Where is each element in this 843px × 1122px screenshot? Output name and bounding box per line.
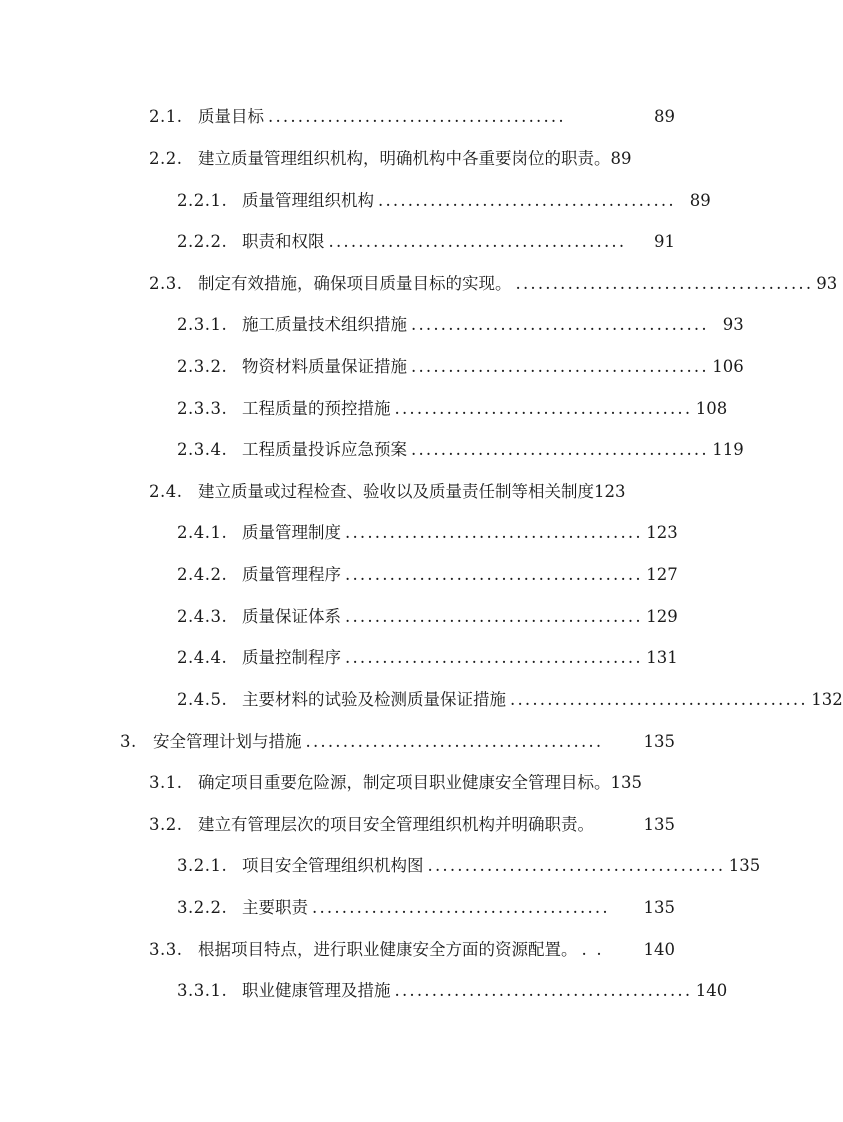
toc-number: 2.4.1. [177,523,228,542]
toc-page-number: 140 [643,940,675,959]
toc-page-number: 123 [646,523,678,542]
toc-title: 制定有效措施，确保项目质量目标的实现。 [198,274,512,293]
toc-leader: ........................................ [411,357,709,376]
toc-title: 建立质量或过程检查、验收以及质量责任制等相关制度 [198,482,594,501]
toc-entry-2-1[interactable] [149,104,675,130]
toc-leader: ........................................ [345,565,643,584]
toc-entry-2-2-1[interactable] [177,188,711,214]
toc-number: 3.2.2. [177,898,228,917]
toc-title: 根据项目特点，进行职业健康安全方面的资源配置。 [198,940,578,959]
toc-title: 项目安全管理组织机构图 [242,856,424,875]
toc-leader: ........................................ [427,856,726,875]
toc-page-number: 135 [728,856,761,875]
toc-title: 职业健康管理及措施 [242,981,391,1000]
toc-number: 2.3.3. [177,399,228,418]
toc-number: 2.2.1. [177,191,228,210]
toc-page-number: 123 [594,482,626,501]
toc-leader: . . [581,940,604,959]
toc-title: 职责和权限 [242,232,325,251]
toc-entry-2-3-2[interactable] [177,354,744,380]
toc-number: 3.1. [149,773,183,792]
toc-number: 3.3. [149,940,183,959]
toc-title: 质量管理组织机构 [242,191,374,210]
toc-entry-2-3[interactable] [149,271,838,297]
toc-leader: ........................................ [312,898,610,917]
toc-page-number: 93 [722,315,744,334]
toc-title: 质量保证体系 [242,607,341,626]
toc-title: 施工质量技术组织措施 [242,315,407,334]
toc-number: 2.1. [149,107,183,126]
toc-page-number: 127 [646,565,678,584]
toc-title: 质量管理程序 [242,565,341,584]
toc-number: 2.3.1. [177,315,228,334]
toc-number: 2.4.2. [177,565,228,584]
toc-number: 2.2.2. [177,232,228,251]
toc-page-number: 93 [816,274,838,293]
toc-leader: ........................................ [268,107,566,126]
toc-title: 质量控制程序 [242,648,341,667]
toc-entry-3-3-1[interactable] [177,978,728,1004]
toc-leader: ........................................ [394,981,693,1000]
toc-page-number: 135 [610,773,642,792]
toc-number: 2.4.4. [177,648,228,667]
toc-entry-2-4[interactable] [149,479,675,505]
toc-title: 质量目标 [198,107,264,126]
toc-page-number: 129 [646,607,678,626]
toc-number: 2.3. [149,274,183,293]
toc-leader: ........................................ [305,732,604,751]
toc-leader: ........................................ [345,523,643,542]
toc-entry-2-3-4[interactable] [177,437,744,463]
toc-entry-2-4-5[interactable] [177,687,843,713]
toc-page-number: 119 [712,440,744,459]
toc-entry-3-3[interactable] [149,937,675,963]
toc-leader: ........................................ [328,232,627,251]
toc-number: 3.2. [149,815,183,834]
toc-entry-2-4-1[interactable] [177,520,678,546]
toc-entry-3-2-2[interactable] [177,895,675,921]
toc-number: 3.2.1. [177,856,228,875]
toc-entry-2-4-2[interactable] [177,562,678,588]
toc-page-number: 131 [646,648,678,667]
toc-title: 安全管理计划与措施 [153,732,302,751]
toc-entry-2-3-3[interactable] [177,396,728,422]
toc-page-number: 135 [643,815,675,834]
toc-title: 物资材料质量保证措施 [242,357,407,376]
toc-page-number: 132 [811,690,843,709]
toc-number: 2.4.3. [177,607,228,626]
toc-entry-2-3-1[interactable] [177,312,744,338]
toc-entry-2-4-3[interactable] [177,604,678,630]
toc-leader: ........................................ [411,315,709,334]
toc-number: 2.3.4. [177,440,228,459]
toc-entry-2-2[interactable] [149,146,675,172]
toc-title: 建立质量管理组织机构，明确机构中各重要岗位的职责。 [198,149,611,168]
toc-page-number: 106 [712,357,744,376]
toc-entry-3-2-1[interactable] [177,853,761,879]
toc-leader: ........................................ [515,274,814,293]
toc-title: 主要材料的试验及检测质量保证措施 [242,690,506,709]
toc-leader: ........................................ [411,440,709,459]
toc-page-number: 89 [654,107,675,126]
toc-number: 2.4. [149,482,183,501]
toc-entry-2-4-4[interactable] [177,645,678,671]
toc-number: 3.3.1. [177,981,228,1000]
toc-page-number: 140 [695,981,728,1000]
toc-page-number: 89 [689,191,711,210]
toc-leader: ........................................ [345,607,643,626]
toc-title: 工程质量的预控措施 [242,399,391,418]
toc-page-number: 91 [654,232,675,251]
toc-title: 确定项目重要危险源，制定项目职业健康安全管理目标。 [198,773,611,792]
toc-entry-3-1[interactable] [149,770,694,796]
toc-title: 工程质量投诉应急预案 [242,440,407,459]
toc-leader: ........................................ [378,191,676,210]
toc-title: 主要职责 [242,898,308,917]
toc-entry-3[interactable] [120,729,675,755]
toc-title: 质量管理制度 [242,523,341,542]
toc-number: 2.2. [149,149,183,168]
toc-entry-3-2[interactable] [149,812,675,838]
toc-leader: ........................................ [510,690,808,709]
toc-number: 2.3.2. [177,357,228,376]
toc-page-number: 108 [695,399,728,418]
toc-leader: ........................................ [394,399,693,418]
toc-number: 2.4.5. [177,690,228,709]
toc-entry-2-2-2[interactable] [177,229,675,255]
toc-leader: ........................................ [345,648,643,667]
toc-page-number: 135 [643,898,675,917]
toc-number: 3. [120,732,137,751]
toc-page-number: 135 [643,732,675,751]
toc-title: 建立有管理层次的项目安全管理组织机构并明确职责。 [198,815,594,834]
toc-page-number: 89 [610,149,632,168]
